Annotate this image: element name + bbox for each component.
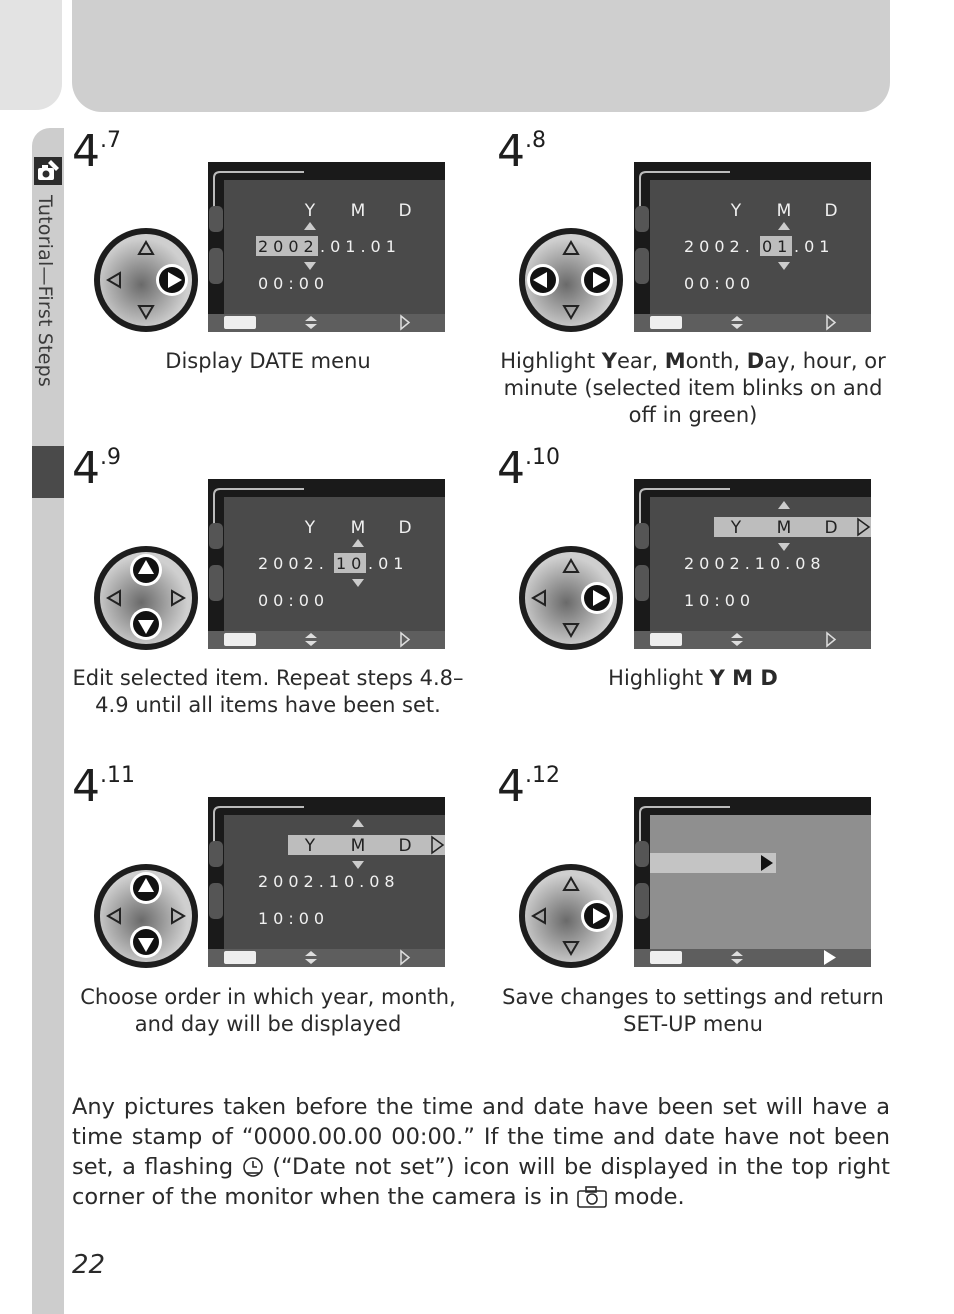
svg-text:2002.10.08: 2002.10.08 [258,872,400,891]
clock-icon [242,1156,264,1178]
svg-text:M: M [350,201,366,221]
step-caption: Edit selected item. Repeat steps 4.8–4.9 until all items have been set. [72,666,464,717]
top-left-tab [0,0,62,110]
svg-text:2002.10.08: 2002.10.08 [684,554,826,573]
svg-text:M: M [350,518,366,538]
svg-text:Y: Y [730,201,742,221]
multi-selector-up-down [92,544,200,652]
svg-text:D: D [824,518,838,538]
monitor-screen-date [208,162,445,332]
svg-text:00:00: 00:00 [684,274,756,293]
monitor-screen-date [208,479,445,649]
svg-text:Y: Y [730,518,742,538]
svg-text:D: D [824,201,838,221]
svg-text:10:00: 10:00 [684,591,756,610]
step-caption: Save changes to settings and return SET-UP menu [502,985,884,1036]
svg-text:2002.: 2002. [684,237,755,256]
svg-text:00:00: 00:00 [258,274,330,293]
monitor-screen-date [634,479,871,649]
svg-text:10: 10 [336,554,367,573]
camera-icon [577,1186,607,1208]
svg-text:Y: Y [304,518,316,538]
step-number: $4^{.10}$ [497,443,560,494]
svg-text:2002.: 2002. [258,554,329,573]
step-number: $4^{.11}$ [72,761,135,812]
svg-text:M: M [776,518,792,538]
multi-selector-left-right [517,226,625,334]
svg-text:D: D [398,201,412,221]
svg-text:D: D [398,518,412,538]
monitor-screen-setup [634,797,871,967]
page-number: 22 [72,1250,106,1280]
body-paragraph: Any pictures taken before the time and date have been set will have a time stamp of “0000.00.00 00:00.” If the time and date have not been set, a flashing (“Date not set”) icon will be displayed in the top right corner of the monitor when the camera is in mode. [72,1094,890,1210]
svg-text:2002: 2002 [258,237,319,256]
svg-text:M: M [350,836,366,856]
step-number: $4^{.7}$ [72,126,121,177]
step-number: $4^{.8}$ [497,126,546,177]
svg-text:Y: Y [304,836,316,856]
multi-selector-right [517,544,625,652]
svg-text:00:00: 00:00 [258,591,330,610]
svg-text:.01: .01 [794,237,835,256]
svg-text:.01: .01 [368,554,409,573]
svg-text:M: M [776,201,792,221]
step-caption: Choose order in which year, month, and day will be displayed [80,985,456,1036]
camera-pencil-icon [33,156,63,186]
svg-text:10:00: 10:00 [258,909,330,928]
step-caption: Highlight Year, Month, Day, hour, or minute (selected item blinks on and off in green) [500,349,886,427]
svg-text:D: D [398,836,412,856]
multi-selector-right [517,862,625,970]
step-number: $4^{.12}$ [497,761,560,812]
step-caption: Display DATE menu [165,349,371,373]
svg-text:.01.01: .01.01 [320,237,401,256]
step-caption: Highlight Y M D [608,666,778,690]
monitor-screen-date [634,162,871,332]
svg-text:01: 01 [762,237,793,256]
side-tab-marker [32,446,64,498]
multi-selector-right [92,226,200,334]
header-banner [72,0,890,112]
section-label: Tutorial—First Steps [34,195,56,388]
monitor-screen-date [208,797,445,967]
step-number: $4^{.9}$ [72,443,121,494]
svg-text:Y: Y [304,201,316,221]
multi-selector-up-down [92,862,200,970]
